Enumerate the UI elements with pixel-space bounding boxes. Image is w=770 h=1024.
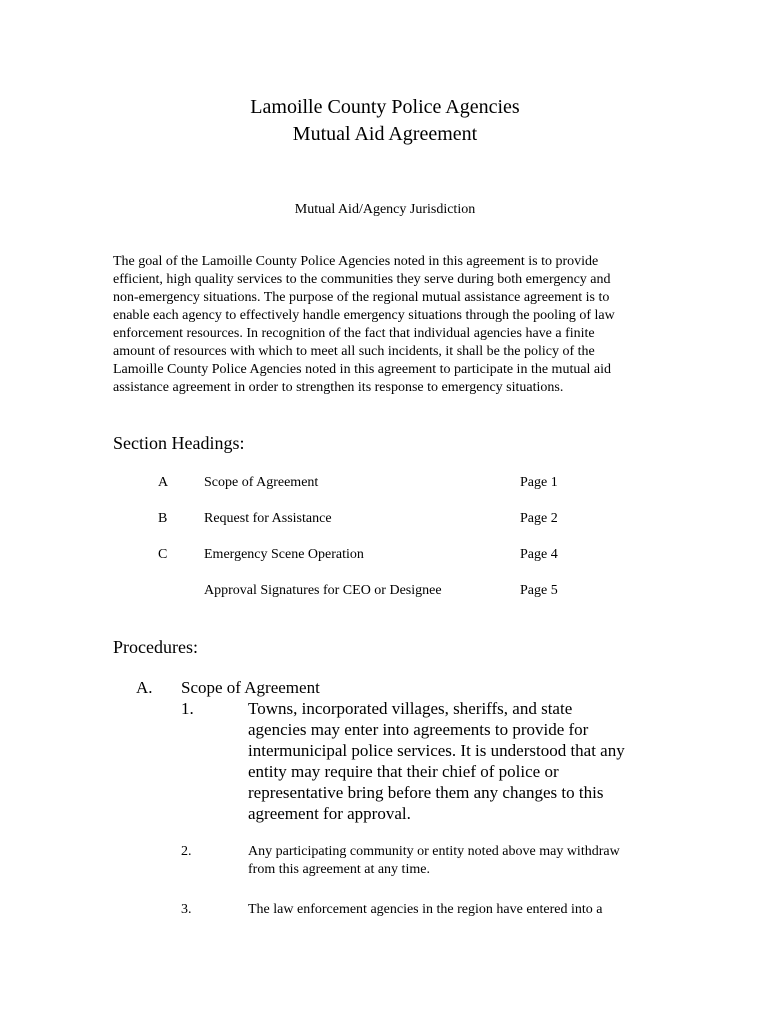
intro-line: The goal of the Lamoille County Police Agencies noted in this agreement is to provide [113, 254, 599, 269]
document-subtitle: Mutual Aid/Agency Jurisdiction [294, 202, 476, 217]
section-title: Emergency Scene Operation [204, 547, 364, 562]
procedure-item-text [248, 698, 688, 824]
section-page: Page 2 [520, 511, 558, 526]
procedure-item-line: entity may require that their chief of police or [248, 762, 559, 781]
section-heading-row [0, 545, 770, 565]
intro-line: enable each agency to effectively handle emergency situations through the pooling of law [113, 308, 615, 323]
section-letter: B [158, 511, 168, 526]
procedure-item-line: representative bring before them any changes to this [248, 783, 604, 802]
section-heading-row [0, 473, 770, 493]
procedure-item-number: 3. [181, 902, 192, 917]
intro-line: non-emergency situations. The purpose of the regional mutual assistance agreement is to [113, 290, 610, 305]
procedure-item-line: agencies may enter into agreements to provide for [248, 720, 589, 739]
title-line-2: Mutual Aid Agreement [292, 123, 478, 145]
section-headings-label: Section Headings: [113, 433, 245, 453]
section-letter: C [158, 547, 168, 562]
section-title: Scope of Agreement [204, 475, 319, 490]
procedures-label: Procedures: [113, 637, 198, 657]
section-page: Page 5 [520, 583, 558, 598]
procedure-item-text [248, 901, 688, 919]
intro-paragraph [113, 253, 673, 397]
section-letter: A [158, 475, 169, 490]
procedure-item-number: 1. [181, 699, 194, 718]
procedure-item-number: 2. [181, 844, 192, 859]
document-title [0, 94, 770, 148]
section-page: Page 4 [520, 547, 558, 562]
title-line-1: Lamoille County Police Agencies [250, 96, 520, 118]
intro-line: Lamoille County Police Agencies noted in this agreement to participate in the mutual aid [113, 362, 612, 377]
procedure-item-text [248, 843, 688, 879]
intro-line: amount of resources with which to meet all such incidents, it shall be the policy of the [113, 344, 595, 359]
intro-line: efficient, high quality services to the communities they serve during both emergency and [113, 272, 611, 287]
procedure-item-line: Any participating community or entity noted above may withdraw [248, 844, 620, 859]
section-heading-row [0, 581, 770, 601]
section-title: Approval Signatures for CEO or Designee [204, 583, 442, 598]
procedure-item-line: from this agreement at any time. [248, 862, 430, 877]
procedure-item-line: agreement for approval. [248, 804, 411, 823]
procedure-section-letter: A. [136, 678, 153, 697]
procedure-item-line: intermunicipal police services. It is understood that any [248, 741, 625, 760]
intro-line: enforcement resources. In recognition of the fact that individual agencies have a finite [113, 326, 595, 341]
section-title: Request for Assistance [204, 511, 332, 526]
intro-line: assistance agreement in order to strengthen its response to emergency situations. [113, 380, 564, 395]
section-page: Page 1 [520, 475, 558, 490]
section-heading-row [0, 509, 770, 529]
procedure-item-line: Towns, incorporated villages, sheriffs, and state [248, 699, 573, 718]
procedure-item-line: The law enforcement agencies in the region have entered into a [248, 902, 603, 917]
procedure-section-title: Scope of Agreement [181, 678, 320, 697]
